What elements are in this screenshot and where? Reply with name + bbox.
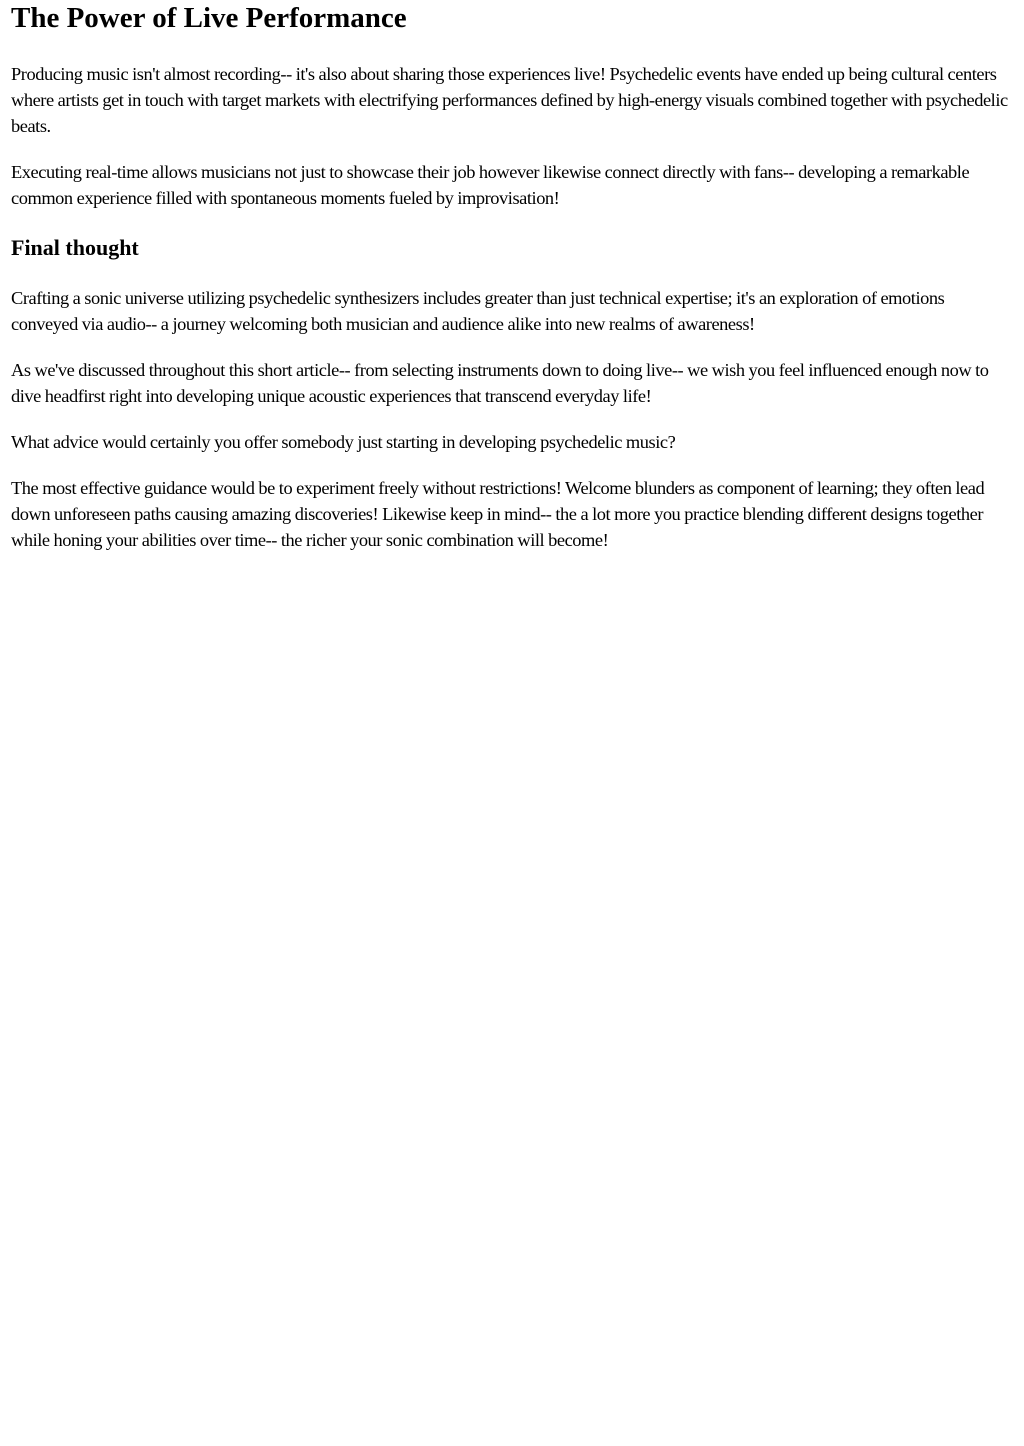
spacer <box>11 337 1014 357</box>
spacer <box>11 211 1014 235</box>
intro-paragraph-1: Producing music isn't almost recording-- it's also about sharing those experiences live! Psychedelic events have ended up being cultural centers where artists get in touch with target markets with electrifying performances defined by high-energy visuals combined together with psychedelic beats. <box>11 64 1008 136</box>
spacer <box>11 455 1014 475</box>
intro-paragraph-2: Executing real-time allows musicians not just to showcase their job however likewise connect directly with fans-- developing a remarkable common experience filled with spontaneous moments fueled by improvisation! <box>11 162 970 208</box>
spacer <box>11 139 1014 159</box>
faq-question: What advice would certainly you offer somebody just starting in developing psychedelic music? <box>11 432 676 452</box>
spacer <box>11 409 1014 429</box>
page-title: The Power of Live Performance <box>11 2 407 34</box>
spacer <box>11 35 1014 61</box>
conclusion-paragraph-1: Crafting a sonic universe utilizing psychedelic synthesizers includes greater than just technical expertise; it's an exploration of emotions conveyed via audio-- a journey welcoming both musician and audience alike into new realms of awareness! <box>11 288 945 334</box>
conclusion-paragraph-2: As we've discussed throughout this short article-- from selecting instruments down to doing live-- we wish you feel influenced enough now to dive headfirst right into developing unique acoustic experiences that transcend everyday life! <box>11 360 989 406</box>
faq-answer: The most effective guidance would be to experiment freely without restrictions! Welcome blunders as component of learning; they often lead down unforeseen paths causing amazing discoveries! Likewise keep in mind-- the a lot more you practice blending different designs together while honing your abilities over time-- the richer your sonic combination will become! <box>11 478 985 550</box>
section-heading-final-thought: Final thought <box>11 235 139 260</box>
spacer <box>11 261 1014 285</box>
document-page <box>0 0 1024 553</box>
